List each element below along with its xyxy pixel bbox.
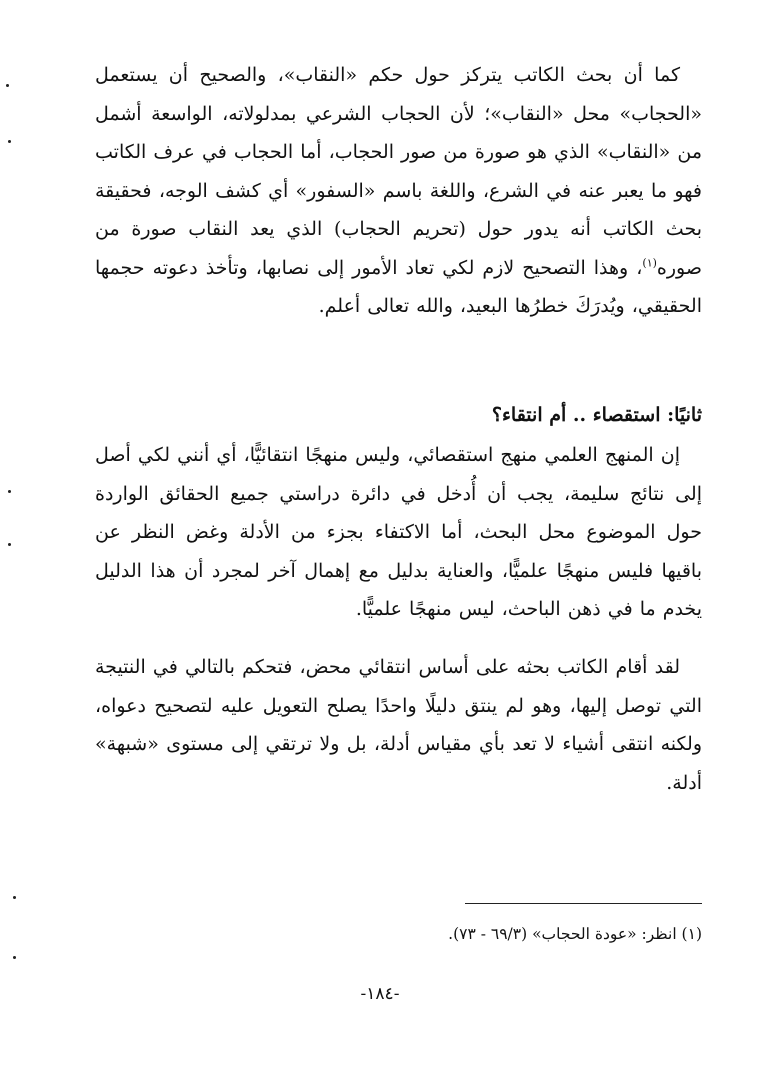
paragraph-1-text-before-note: كما أن بحث الكاتب يتركز حول حكم «النقاب»، والصحيح أن يستعمل «الحجاب» محل «النقاب»؛ لأن الحجاب الشرعي بمدلولاته، الواسعة أشمل من «النقاب» الذي هو صورة من صور الحجاب، أما الحجاب في عرف الكاتب فهو ما يعبر عنه في الشرع، واللغة باسم «السفور» أي كشف الوجه، فحقيقة بحث الكاتب أنه يدور حول (تحريم الحجاب) الذي يعد النقاب صورة من صوره: [95, 64, 702, 279]
scan-speck: [8, 490, 11, 493]
paragraph-3: لقد أقام الكاتب بحثه على أساس انتقائي محض، فتحكم بالتالي في النتيجة التي توصل إليها، وهو لم ينتق دليلًا واحدًا يصلح التعويل عليه لتصحيح دعواه، ولكنه انتقى أشياء لا تعد بأي مقياس أدلة، بل ولا ترتقي إلى مستوى «شبهة» أدلة.: [95, 656, 702, 794]
scan-speck: [8, 140, 11, 143]
section-heading: ثانيًا: استقصاء .. أم انتقاء؟: [491, 404, 702, 426]
footnote-separator: [465, 903, 702, 904]
paragraph-2: إن المنهج العلمي منهج استقصائي، وليس منهجًا انتقائيًّا، أي أنني لكي أصل إلى نتائج سليمة، يجب أن أُدخل في دائرة دراستي جميع الحقائق الواردة حول الموضوع محل البحث، أما الاكتفاء بجزء من الأدلة وغض النظر عن باقيها فليس منهجًا علميًّا، والعناية بدليل مع إهمال آخر لمجرد أن هذا الدليل يخدم ما في ذهن الباحث، ليس منهجًا علميًّا.: [95, 444, 702, 620]
paragraph-1: [95, 56, 702, 326]
scan-speck: [6, 84, 9, 87]
scan-speck: [8, 543, 11, 546]
page-number: -١٨٤-: [360, 984, 400, 1004]
scan-speck: [13, 896, 16, 899]
scan-speck: [13, 956, 16, 959]
footnote-reference: (١): [642, 256, 657, 270]
paragraph-1-text-after-note: ، وهذا التصحيح لازم لكي تعاد الأمور إلى نصابها، وتأخذ دعوته حجمها الحقيقي، ويُدرَكَ خطرُها البعيد، والله تعالى أعلم.: [95, 256, 702, 317]
footnote: (١) انظر: «عودة الحجاب» (٦٩/٣ - ٧٣).: [448, 925, 702, 943]
